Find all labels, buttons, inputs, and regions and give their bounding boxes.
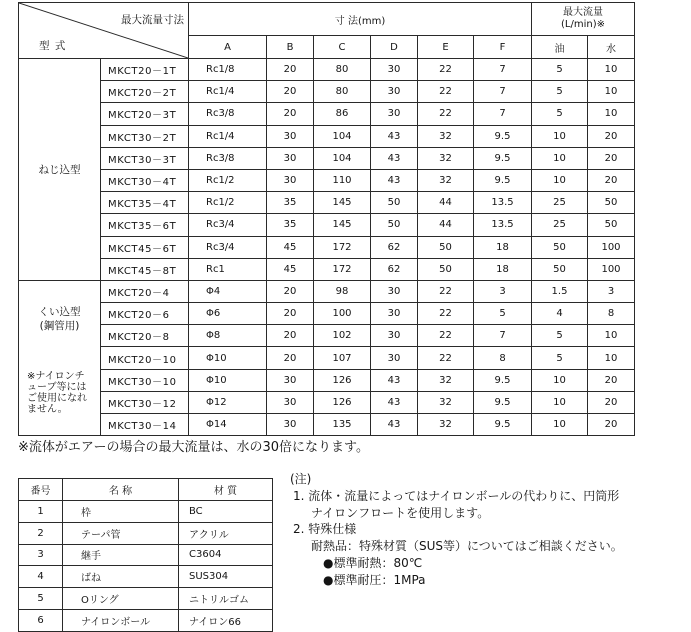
part-number-cell: 5 [19, 588, 63, 610]
dim-d-cell: 43 [371, 391, 418, 413]
column-header-c: C [314, 36, 371, 59]
dim-f-cell: 9.5 [474, 169, 532, 191]
dim-d-cell: 43 [371, 147, 418, 169]
dim-b-cell: 30 [267, 369, 314, 391]
usage-note-line: ※ナイロンチ [27, 370, 85, 382]
table-row [19, 258, 635, 280]
part-name-cell: 枠 [63, 501, 179, 523]
dim-c-cell: 80 [314, 59, 371, 81]
flow-water-cell: 50 [588, 192, 635, 214]
note-item-1-number: 1. [293, 488, 305, 503]
connection-type-cell [19, 280, 101, 435]
parts-header-name: 名 称 [63, 479, 179, 501]
model-cell: MKCT20－2T [101, 81, 189, 103]
dim-d-cell: 62 [371, 236, 418, 258]
model-cell: MKCT30－12 [101, 391, 189, 413]
dim-f-cell: 13.5 [474, 214, 532, 236]
part-material-cell: C3604 [179, 544, 273, 566]
flow-oil-cell: 5 [532, 59, 588, 81]
dim-c-cell: 100 [314, 303, 371, 325]
connection-type-label [19, 162, 100, 177]
model-cell: MKCT45－8T [101, 258, 189, 280]
dim-f-cell: 7 [474, 103, 532, 125]
dim-f-cell: 7 [474, 81, 532, 103]
dim-d-cell: 30 [371, 59, 418, 81]
corner-top-label: 最大流量寸法 [121, 14, 184, 26]
flow-water-cell: 10 [588, 81, 635, 103]
dim-c-cell: 110 [314, 169, 371, 191]
part-material-cell: SUS304 [179, 566, 273, 588]
table-row [19, 303, 635, 325]
dim-b-cell: 45 [267, 236, 314, 258]
model-cell: MKCT30－2T [101, 125, 189, 147]
dim-b-cell: 45 [267, 258, 314, 280]
model-cell: MKCT20－8 [101, 325, 189, 347]
connection-type-label-line: くい込型 [38, 305, 81, 318]
model-cell: MKCT45－6T [101, 236, 189, 258]
table-row [19, 192, 635, 214]
dim-e-cell: 32 [418, 369, 474, 391]
table-row [19, 325, 635, 347]
usage-note [19, 371, 100, 415]
flow-oil-cell: 5 [532, 103, 588, 125]
dim-d-cell: 30 [371, 325, 418, 347]
dim-b-cell: 20 [267, 347, 314, 369]
dim-a-cell: Rc3/4 [189, 214, 267, 236]
dim-f-cell: 9.5 [474, 125, 532, 147]
dim-e-cell: 22 [418, 59, 474, 81]
dim-c-cell: 126 [314, 391, 371, 413]
corner-header-cell [19, 3, 189, 59]
flow-oil-cell: 50 [532, 236, 588, 258]
table-row [19, 280, 635, 302]
flow-water-cell: 10 [588, 347, 635, 369]
dim-a-cell: Φ10 [189, 369, 267, 391]
note-item-1-text: 流体・流量によってはナイロンボールの代わりに、円筒形 [308, 488, 620, 503]
flow-oil-cell: 5 [532, 81, 588, 103]
dim-b-cell: 30 [267, 391, 314, 413]
dim-f-cell: 9.5 [474, 414, 532, 436]
dim-d-cell: 62 [371, 258, 418, 280]
connection-type-cell [19, 59, 101, 281]
dim-c-cell: 172 [314, 258, 371, 280]
dim-d-cell: 50 [371, 192, 418, 214]
flow-oil-cell: 10 [532, 391, 588, 413]
dim-b-cell: 20 [267, 59, 314, 81]
model-cell: MKCT35－4T [101, 192, 189, 214]
dim-c-cell: 104 [314, 125, 371, 147]
model-cell: MKCT20－10 [101, 347, 189, 369]
dim-c-cell: 145 [314, 192, 371, 214]
note-item-1 [293, 488, 623, 505]
note-bullet-heat: ●標準耐熱：80℃ [323, 555, 423, 570]
dim-e-cell: 22 [418, 81, 474, 103]
flow-oil-cell: 1.5 [532, 280, 588, 302]
part-material-cell: ナイロン66 [179, 609, 273, 631]
table-row [19, 169, 635, 191]
table-row [19, 103, 635, 125]
dim-c-cell: 80 [314, 81, 371, 103]
dim-b-cell: 20 [267, 325, 314, 347]
part-name-cell: 継手 [63, 544, 179, 566]
note-item-2-number: 2. [293, 522, 305, 537]
parts-row [19, 588, 273, 610]
flow-water-cell: 20 [588, 391, 635, 413]
table-row [19, 59, 635, 81]
column-header-water: 水 [588, 36, 635, 59]
part-number-cell: 4 [19, 566, 63, 588]
dim-e-cell: 44 [418, 214, 474, 236]
flow-water-cell: 8 [588, 303, 635, 325]
flow-water-cell: 20 [588, 169, 635, 191]
part-name-cell: テーパ管 [63, 522, 179, 544]
column-header-oil: 油 [532, 36, 588, 59]
parts-header-number: 番号 [19, 479, 63, 501]
air-flow-footnote: ※流体がエアーの場合の最大流量は、水の30倍になります。 [18, 440, 370, 455]
header-row-1 [19, 3, 635, 36]
flow-water-cell: 10 [588, 325, 635, 347]
dim-c-cell: 172 [314, 236, 371, 258]
dim-e-cell: 50 [418, 258, 474, 280]
dim-a-cell: Rc1/4 [189, 125, 267, 147]
parts-row [19, 544, 273, 566]
dim-f-cell: 9.5 [474, 147, 532, 169]
dim-c-cell: 126 [314, 369, 371, 391]
dim-a-cell: Rc1/2 [189, 192, 267, 214]
note-item-2-heading: 特殊仕様 [308, 522, 357, 537]
dim-b-cell: 35 [267, 214, 314, 236]
dim-f-cell: 3 [474, 280, 532, 302]
flow-water-cell: 100 [588, 258, 635, 280]
dim-e-cell: 32 [418, 125, 474, 147]
dim-e-cell: 22 [418, 280, 474, 302]
model-cell: MKCT30－10 [101, 369, 189, 391]
flow-oil-cell: 10 [532, 369, 588, 391]
flow-water-cell: 20 [588, 147, 635, 169]
part-number-cell: 3 [19, 544, 63, 566]
dim-f-cell: 8 [474, 347, 532, 369]
flow-water-cell: 50 [588, 214, 635, 236]
max-flow-title: 最大流量 [563, 7, 603, 18]
dim-d-cell: 30 [371, 103, 418, 125]
parts-row [19, 522, 273, 544]
note-item-1-continuation: ナイロンフロートを使用します。 [311, 505, 490, 520]
dim-d-cell: 43 [371, 125, 418, 147]
dim-a-cell: Rc3/8 [189, 103, 267, 125]
model-cell: MKCT20－4 [101, 280, 189, 302]
note-item-2-text: 耐熱品：特殊材質（SUS等）についてはご相談ください。 [311, 539, 623, 554]
usage-note-line: ご使用になれ [27, 392, 87, 404]
dim-a-cell: Φ10 [189, 347, 267, 369]
flow-water-cell: 10 [588, 103, 635, 125]
column-header-b: B [267, 36, 314, 59]
part-number-cell: 6 [19, 609, 63, 631]
dim-c-cell: 145 [314, 214, 371, 236]
flow-oil-cell: 25 [532, 192, 588, 214]
flow-water-cell: 10 [588, 59, 635, 81]
dim-d-cell: 30 [371, 303, 418, 325]
table-row [19, 81, 635, 103]
table-row [19, 369, 635, 391]
table-row [19, 214, 635, 236]
flow-oil-cell: 5 [532, 325, 588, 347]
dim-a-cell: Rc1/4 [189, 81, 267, 103]
dim-e-cell: 22 [418, 325, 474, 347]
dim-d-cell: 30 [371, 81, 418, 103]
table-row [19, 147, 635, 169]
dim-a-cell: Φ12 [189, 391, 267, 413]
usage-note-line: ません。 [27, 403, 68, 415]
parts-table-body [19, 501, 273, 632]
table-row [19, 414, 635, 436]
dim-d-cell: 30 [371, 280, 418, 302]
column-header-f: F [474, 36, 532, 59]
model-cell: MKCT20－3T [101, 103, 189, 125]
dim-a-cell: Rc3/8 [189, 147, 267, 169]
table-row [19, 347, 635, 369]
dim-c-cell: 135 [314, 414, 371, 436]
dimension-table [18, 2, 635, 436]
table-row [19, 391, 635, 413]
dim-c-cell: 107 [314, 347, 371, 369]
dim-a-cell: Φ14 [189, 414, 267, 436]
dim-d-cell: 50 [371, 214, 418, 236]
dim-e-cell: 32 [418, 414, 474, 436]
dim-b-cell: 30 [267, 414, 314, 436]
connection-type-label [19, 305, 100, 333]
dim-f-cell: 7 [474, 59, 532, 81]
dim-a-cell: Rc1/2 [189, 169, 267, 191]
flow-water-cell: 100 [588, 236, 635, 258]
dim-f-cell: 9.5 [474, 369, 532, 391]
flow-oil-cell: 10 [532, 414, 588, 436]
flow-oil-cell: 5 [532, 347, 588, 369]
dim-e-cell: 32 [418, 147, 474, 169]
part-number-cell: 1 [19, 501, 63, 523]
model-cell: MKCT30－4T [101, 169, 189, 191]
dim-a-cell: Φ8 [189, 325, 267, 347]
flow-water-cell: 20 [588, 125, 635, 147]
dim-f-cell: 18 [474, 258, 532, 280]
model-cell: MKCT20－6 [101, 303, 189, 325]
dim-a-cell: Rc1 [189, 258, 267, 280]
dim-e-cell: 22 [418, 103, 474, 125]
connection-type-label-line: (鋼管用) [39, 319, 80, 332]
dim-a-cell: Rc3/4 [189, 236, 267, 258]
column-header-a: A [189, 36, 267, 59]
parts-table [18, 478, 273, 632]
model-cell: MKCT20－1T [101, 59, 189, 81]
notes-title: (注) [290, 472, 312, 486]
dim-a-cell: Φ6 [189, 303, 267, 325]
dim-b-cell: 20 [267, 81, 314, 103]
dim-c-cell: 104 [314, 147, 371, 169]
part-name-cell: ナイロンボール [63, 609, 179, 631]
flow-water-cell: 20 [588, 414, 635, 436]
dim-f-cell: 5 [474, 303, 532, 325]
dim-d-cell: 43 [371, 414, 418, 436]
dimensions-header: 寸 法(mm) [189, 3, 532, 36]
part-number-cell: 2 [19, 522, 63, 544]
part-material-cell: ニトリルゴム [179, 588, 273, 610]
dim-b-cell: 20 [267, 303, 314, 325]
connection-type-label-line: ねじ込型 [38, 163, 81, 176]
column-header-d: D [371, 36, 418, 59]
table-row [19, 236, 635, 258]
flow-water-cell: 20 [588, 369, 635, 391]
dim-d-cell: 43 [371, 369, 418, 391]
dim-e-cell: 22 [418, 303, 474, 325]
dim-b-cell: 20 [267, 103, 314, 125]
dim-b-cell: 30 [267, 147, 314, 169]
max-flow-unit: (L/min)※ [561, 19, 605, 30]
flow-oil-cell: 10 [532, 147, 588, 169]
dimension-table-body [19, 59, 635, 436]
note-bullet-pressure: ●標準耐圧：1MPa [323, 572, 426, 587]
notes-section [290, 471, 623, 589]
part-material-cell: アクリル [179, 522, 273, 544]
model-cell: MKCT30－14 [101, 414, 189, 436]
dim-f-cell: 7 [474, 325, 532, 347]
parts-header-material: 材 質 [179, 479, 273, 501]
dim-c-cell: 102 [314, 325, 371, 347]
flow-water-cell: 3 [588, 280, 635, 302]
max-flow-header [532, 3, 635, 36]
dim-b-cell: 20 [267, 280, 314, 302]
column-header-e: E [418, 36, 474, 59]
dim-e-cell: 22 [418, 347, 474, 369]
dim-d-cell: 43 [371, 169, 418, 191]
table-row [19, 125, 635, 147]
dim-f-cell: 13.5 [474, 192, 532, 214]
part-material-cell: BC [179, 501, 273, 523]
parts-row [19, 566, 273, 588]
part-name-cell: Oリング [63, 588, 179, 610]
flow-oil-cell: 10 [532, 125, 588, 147]
dim-e-cell: 50 [418, 236, 474, 258]
part-name-cell: ばね [63, 566, 179, 588]
dim-e-cell: 44 [418, 192, 474, 214]
dim-a-cell: Φ4 [189, 280, 267, 302]
dim-b-cell: 30 [267, 125, 314, 147]
usage-note-line: ューブ等には [27, 381, 87, 393]
flow-oil-cell: 25 [532, 214, 588, 236]
dim-e-cell: 32 [418, 169, 474, 191]
dim-e-cell: 32 [418, 391, 474, 413]
dim-d-cell: 30 [371, 347, 418, 369]
flow-oil-cell: 50 [532, 258, 588, 280]
flow-oil-cell: 4 [532, 303, 588, 325]
model-cell: MKCT35－6T [101, 214, 189, 236]
parts-row [19, 609, 273, 631]
model-cell: MKCT30－3T [101, 147, 189, 169]
parts-header-row [19, 479, 273, 501]
dim-c-cell: 98 [314, 280, 371, 302]
dim-b-cell: 30 [267, 169, 314, 191]
dim-a-cell: Rc1/8 [189, 59, 267, 81]
corner-bottom-label: 型 式 [39, 40, 67, 52]
dim-f-cell: 9.5 [474, 391, 532, 413]
parts-row [19, 501, 273, 523]
dim-b-cell: 35 [267, 192, 314, 214]
dim-c-cell: 86 [314, 103, 371, 125]
flow-oil-cell: 10 [532, 169, 588, 191]
note-item-2 [293, 521, 623, 538]
dim-f-cell: 18 [474, 236, 532, 258]
